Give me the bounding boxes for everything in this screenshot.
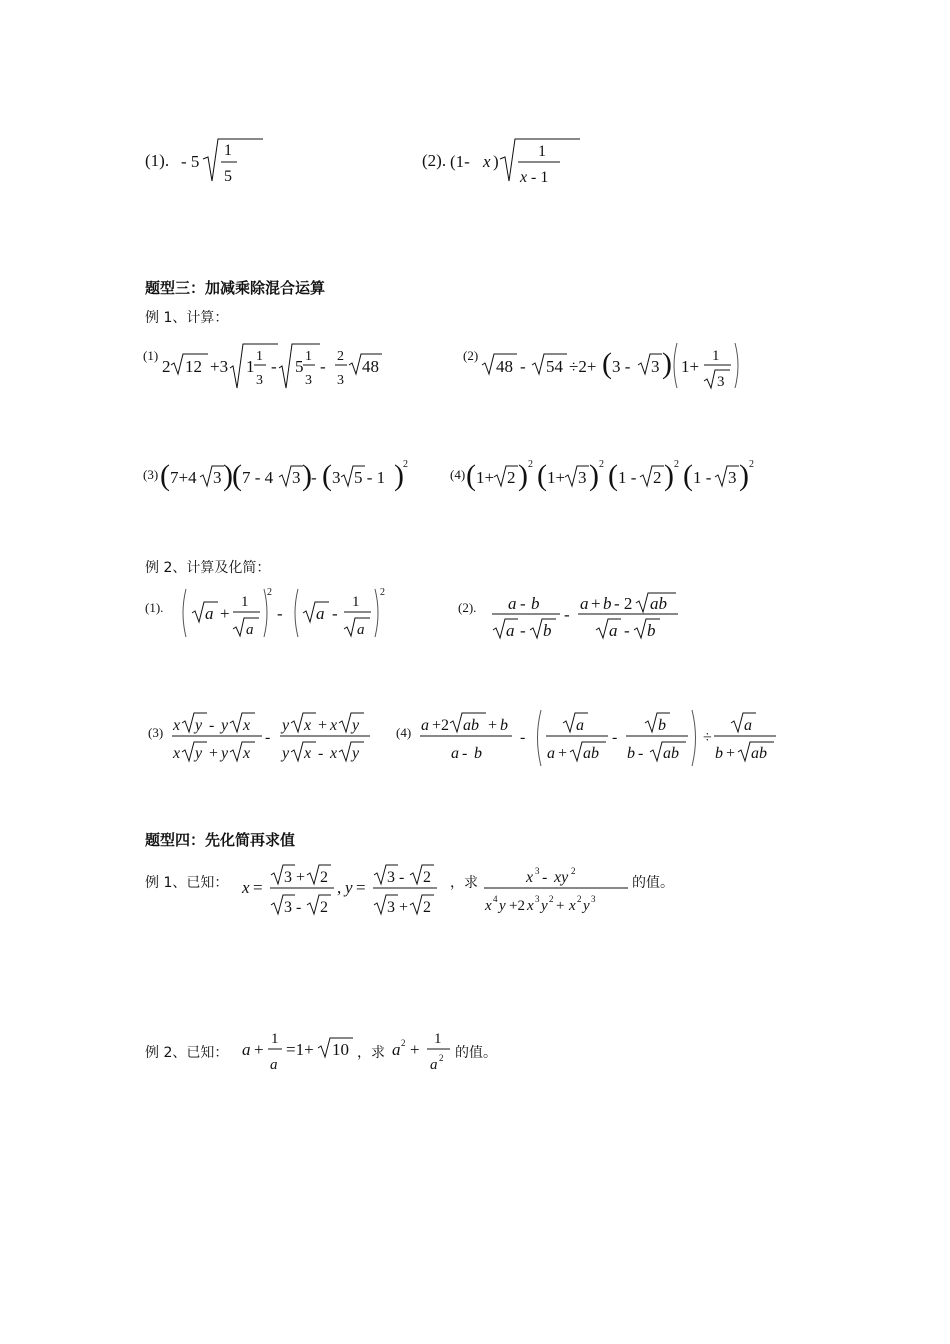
svg-text:-: - xyxy=(271,357,277,376)
svg-text:2: 2 xyxy=(267,587,272,598)
svg-text:2: 2 xyxy=(528,459,533,470)
svg-text:2: 2 xyxy=(674,459,679,470)
ex1-item2-expression xyxy=(480,338,760,393)
svg-text:-: - xyxy=(462,745,468,762)
svg-text:5 - 1: 5 - 1 xyxy=(354,468,386,487)
svg-text:b: b xyxy=(627,745,635,762)
svg-text:y: y xyxy=(541,898,548,914)
svg-text:-: - xyxy=(638,745,644,762)
svg-text:a: a xyxy=(451,745,459,762)
svg-text:x: x xyxy=(569,898,576,914)
svg-text:3: 3 xyxy=(651,357,660,376)
svg-text:b: b xyxy=(531,594,540,613)
svg-text:): ) xyxy=(518,459,528,492)
svg-text:48: 48 xyxy=(362,357,379,376)
svg-text:a: a xyxy=(316,604,325,623)
svg-text:x: x xyxy=(527,898,534,914)
svg-text:x: x xyxy=(243,717,251,734)
svg-text:a: a xyxy=(392,1040,401,1059)
section4-example2-end: 的值。 xyxy=(455,1045,497,1061)
svg-text:x: x xyxy=(304,717,312,734)
svg-text:b: b xyxy=(500,717,508,734)
svg-text:y: y xyxy=(282,717,290,734)
svg-text:): ) xyxy=(739,459,749,492)
svg-text:2: 2 xyxy=(403,459,408,470)
svg-text:4: 4 xyxy=(493,894,498,904)
section4-example2-target xyxy=(390,1027,460,1082)
svg-text:(: ( xyxy=(232,459,242,492)
svg-text:(: ( xyxy=(683,459,693,492)
svg-text:3: 3 xyxy=(284,899,292,916)
svg-text:a: a xyxy=(357,622,365,638)
svg-text:2: 2 xyxy=(423,869,431,886)
svg-text:3: 3 xyxy=(337,373,344,388)
svg-text:+: + xyxy=(410,1040,420,1059)
svg-text:): ) xyxy=(664,459,674,492)
svg-text:1+: 1+ xyxy=(547,468,566,487)
svg-text:2: 2 xyxy=(423,899,431,916)
svg-text:x: x xyxy=(526,869,534,886)
svg-text:x: x xyxy=(304,745,312,762)
svg-text:-: - xyxy=(209,717,215,734)
svg-text:x: x xyxy=(243,745,251,762)
svg-text:5: 5 xyxy=(224,168,232,185)
svg-text:+: + xyxy=(254,1040,264,1059)
svg-text:10: 10 xyxy=(332,1040,349,1059)
svg-text:(: ( xyxy=(160,459,170,492)
svg-text:y: y xyxy=(195,745,203,762)
svg-text:3: 3 xyxy=(292,468,301,487)
svg-text:y: y xyxy=(195,717,203,734)
svg-text:1: 1 xyxy=(246,357,255,376)
ex1-item1-expression xyxy=(160,340,400,390)
svg-text:(1-: (1- xyxy=(450,152,470,171)
svg-text:): ) xyxy=(302,459,312,492)
svg-text:2: 2 xyxy=(577,894,582,904)
svg-text:-: - xyxy=(296,899,302,916)
svg-text:+: + xyxy=(591,594,601,613)
svg-text:a: a xyxy=(246,622,254,638)
svg-text:3: 3 xyxy=(284,869,292,886)
section4-example2-label: 例 2、已知： xyxy=(145,1045,229,1061)
svg-text:-: - xyxy=(542,869,548,886)
svg-text:y: y xyxy=(221,745,229,762)
svg-text:y: y xyxy=(352,717,360,734)
svg-text:x: x xyxy=(483,152,491,171)
top-problem-2-label: (2). xyxy=(422,151,447,170)
svg-text:b: b xyxy=(474,745,482,762)
svg-text:- 5: - 5 xyxy=(181,152,200,171)
svg-text:ab: ab xyxy=(751,745,767,762)
svg-text:a: a xyxy=(580,594,589,613)
ex2-item1-label: (1). xyxy=(145,600,164,615)
svg-text:b: b xyxy=(543,621,552,640)
ex2-item1-expression xyxy=(176,585,406,640)
svg-text:x: x xyxy=(520,169,528,186)
svg-text:-: - xyxy=(320,357,326,376)
svg-text:3: 3 xyxy=(717,374,725,390)
svg-text:1+: 1+ xyxy=(476,468,495,487)
svg-text:-: - xyxy=(564,605,570,624)
ex2-item2-expression xyxy=(490,588,690,643)
section4-example1-xy xyxy=(240,857,450,922)
svg-text:-: - xyxy=(332,604,338,623)
svg-text:+: + xyxy=(399,899,409,916)
svg-text:=: = xyxy=(356,878,366,897)
svg-text:+2: +2 xyxy=(432,717,450,734)
svg-text:-: - xyxy=(311,468,317,487)
ex1-item4-expression xyxy=(466,455,766,495)
svg-text:+: + xyxy=(556,898,565,914)
svg-text:a: a xyxy=(744,717,752,734)
svg-text:2: 2 xyxy=(749,459,754,470)
svg-text:+3: +3 xyxy=(210,357,229,376)
svg-text:x: x xyxy=(173,717,181,734)
svg-text:ab: ab xyxy=(583,745,599,762)
section4-example2-condition xyxy=(240,1027,370,1082)
svg-text:1 -: 1 - xyxy=(693,468,712,487)
svg-text:2: 2 xyxy=(380,587,385,598)
ex1-item3-label: (3) xyxy=(143,467,159,482)
svg-text:a: a xyxy=(270,1057,278,1073)
svg-text:3: 3 xyxy=(387,899,395,916)
top-problem-1-expression xyxy=(181,135,271,195)
top-problem-2-expression xyxy=(450,135,600,195)
svg-text:3: 3 xyxy=(387,869,395,886)
svg-text:): ) xyxy=(662,347,672,380)
svg-text:a: a xyxy=(205,604,214,623)
svg-text:x: x xyxy=(242,878,250,897)
svg-text:÷2+: ÷2+ xyxy=(569,357,597,376)
svg-text:- 2: - 2 xyxy=(614,594,633,613)
svg-text:1: 1 xyxy=(538,143,546,160)
svg-text:ab: ab xyxy=(650,594,667,613)
svg-text:-: - xyxy=(624,621,630,640)
svg-text:y: y xyxy=(345,878,353,897)
svg-text:): ) xyxy=(493,152,499,171)
svg-text:+: + xyxy=(726,745,736,762)
svg-text:(: ( xyxy=(322,459,332,492)
svg-text:48: 48 xyxy=(496,357,513,376)
svg-text:3: 3 xyxy=(213,468,222,487)
svg-text:3: 3 xyxy=(578,468,587,487)
svg-text:(: ( xyxy=(466,459,476,492)
svg-text:-: - xyxy=(265,729,271,746)
svg-text:a: a xyxy=(508,594,517,613)
svg-text:y: y xyxy=(352,745,360,762)
svg-text:(: ( xyxy=(602,347,612,380)
section4-example2-mid: ，求 xyxy=(357,1045,385,1061)
svg-text:3: 3 xyxy=(535,866,540,876)
svg-text:3: 3 xyxy=(332,468,341,487)
svg-text:-: - xyxy=(520,357,526,376)
svg-text:1: 1 xyxy=(712,348,720,364)
section3-example1-label: 例 1、计算： xyxy=(145,310,229,326)
svg-text:-: - xyxy=(277,604,283,623)
svg-text:x: x xyxy=(330,717,338,734)
section4-example1-label: 例 1、已知： xyxy=(145,875,229,891)
svg-text:,: , xyxy=(337,878,342,897)
svg-text:): ) xyxy=(589,459,599,492)
svg-text:a: a xyxy=(547,745,555,762)
ex2-item4-expression xyxy=(418,706,788,771)
svg-text:2: 2 xyxy=(337,349,344,364)
svg-text:1+: 1+ xyxy=(681,357,700,376)
svg-text:1: 1 xyxy=(434,1031,442,1047)
svg-text:-: - xyxy=(399,869,405,886)
svg-text:-: - xyxy=(318,745,324,762)
svg-text:ab: ab xyxy=(663,745,679,762)
svg-text:y: y xyxy=(282,745,290,762)
svg-text:b: b xyxy=(658,717,666,734)
svg-text:x: x xyxy=(485,898,492,914)
svg-text:(: ( xyxy=(608,459,618,492)
section4-example1-mid: ，求 xyxy=(450,875,478,891)
section4-heading: 题型四：先化简再求值 xyxy=(145,831,296,849)
svg-text:): ) xyxy=(223,459,233,492)
svg-text:3: 3 xyxy=(305,373,312,388)
section3-heading: 题型三：加减乘除混合运算 xyxy=(145,279,326,297)
svg-text:+: + xyxy=(296,869,306,886)
svg-text:-: - xyxy=(612,729,618,746)
ex1-item1-label: (1) xyxy=(143,348,159,363)
svg-text:1: 1 xyxy=(241,594,249,610)
svg-text:+: + xyxy=(209,745,219,762)
ex1-item2-label: (2) xyxy=(463,348,479,363)
svg-text:2: 2 xyxy=(549,894,554,904)
svg-text:y: y xyxy=(499,898,506,914)
svg-text:+: + xyxy=(558,745,568,762)
svg-text:1: 1 xyxy=(271,1031,279,1047)
svg-text:b: b xyxy=(603,594,612,613)
svg-text:a: a xyxy=(421,717,429,734)
ex2-item2-label: (2). xyxy=(458,600,477,615)
section4-example1-target xyxy=(482,860,632,920)
svg-text:54: 54 xyxy=(546,357,563,376)
svg-text:3: 3 xyxy=(591,894,596,904)
svg-text:(: ( xyxy=(537,459,547,492)
svg-text:2: 2 xyxy=(653,468,662,487)
svg-text:2: 2 xyxy=(571,866,576,876)
svg-text:x: x xyxy=(330,745,338,762)
svg-text:x: x xyxy=(173,745,181,762)
svg-text:-: - xyxy=(520,621,526,640)
svg-text:xy: xy xyxy=(554,869,569,886)
svg-text:1: 1 xyxy=(224,142,232,159)
svg-text:2: 2 xyxy=(599,459,604,470)
svg-text:1: 1 xyxy=(256,349,263,364)
svg-text:1: 1 xyxy=(305,349,312,364)
svg-text:): ) xyxy=(394,459,404,492)
svg-text:-: - xyxy=(520,594,526,613)
svg-text:2: 2 xyxy=(320,899,328,916)
svg-text:5: 5 xyxy=(295,357,304,376)
top-problem-1-label: (1). xyxy=(145,151,170,170)
ex1-item4-label: (4) xyxy=(450,467,466,482)
svg-text:y: y xyxy=(221,717,229,734)
svg-text:a: a xyxy=(242,1040,251,1059)
svg-text:3: 3 xyxy=(535,894,540,904)
section4-example1-end: 的值。 xyxy=(632,875,674,891)
svg-text:+: + xyxy=(488,717,498,734)
svg-text:2: 2 xyxy=(507,468,516,487)
svg-text:+: + xyxy=(318,717,328,734)
svg-text:a: a xyxy=(506,621,515,640)
svg-text:2: 2 xyxy=(320,869,328,886)
svg-text:7 - 4: 7 - 4 xyxy=(242,468,274,487)
svg-text:7+4: 7+4 xyxy=(170,468,197,487)
svg-text:3: 3 xyxy=(728,468,737,487)
svg-text:-: - xyxy=(520,729,526,746)
svg-text:=1+: =1+ xyxy=(286,1040,314,1059)
svg-text:+2: +2 xyxy=(509,898,525,914)
section3-example2-label: 例 2、计算及化简： xyxy=(145,560,271,576)
svg-text:a: a xyxy=(609,621,618,640)
svg-text:÷: ÷ xyxy=(703,729,712,746)
svg-text:2: 2 xyxy=(162,357,171,376)
svg-text:1 -: 1 - xyxy=(618,468,637,487)
svg-text:3 -: 3 - xyxy=(612,357,631,376)
svg-text:ab: ab xyxy=(463,717,479,734)
svg-text:a: a xyxy=(430,1057,438,1073)
svg-text:b: b xyxy=(715,745,723,762)
ex2-item4-label: (4) xyxy=(396,725,412,740)
svg-text:2: 2 xyxy=(401,1038,406,1048)
svg-text:1: 1 xyxy=(352,594,360,610)
svg-text:12: 12 xyxy=(185,357,202,376)
ex2-item3-expression xyxy=(170,708,380,768)
svg-text:a: a xyxy=(576,717,584,734)
svg-text:y: y xyxy=(583,898,590,914)
ex2-item3-label: (3) xyxy=(148,725,164,740)
svg-text:b: b xyxy=(647,621,656,640)
svg-text:=: = xyxy=(253,878,263,897)
svg-text:3: 3 xyxy=(256,373,263,388)
ex1-item3-expression xyxy=(160,455,420,495)
svg-text:- 1: - 1 xyxy=(531,169,549,186)
svg-text:+: + xyxy=(220,604,230,623)
svg-text:2: 2 xyxy=(439,1053,444,1063)
